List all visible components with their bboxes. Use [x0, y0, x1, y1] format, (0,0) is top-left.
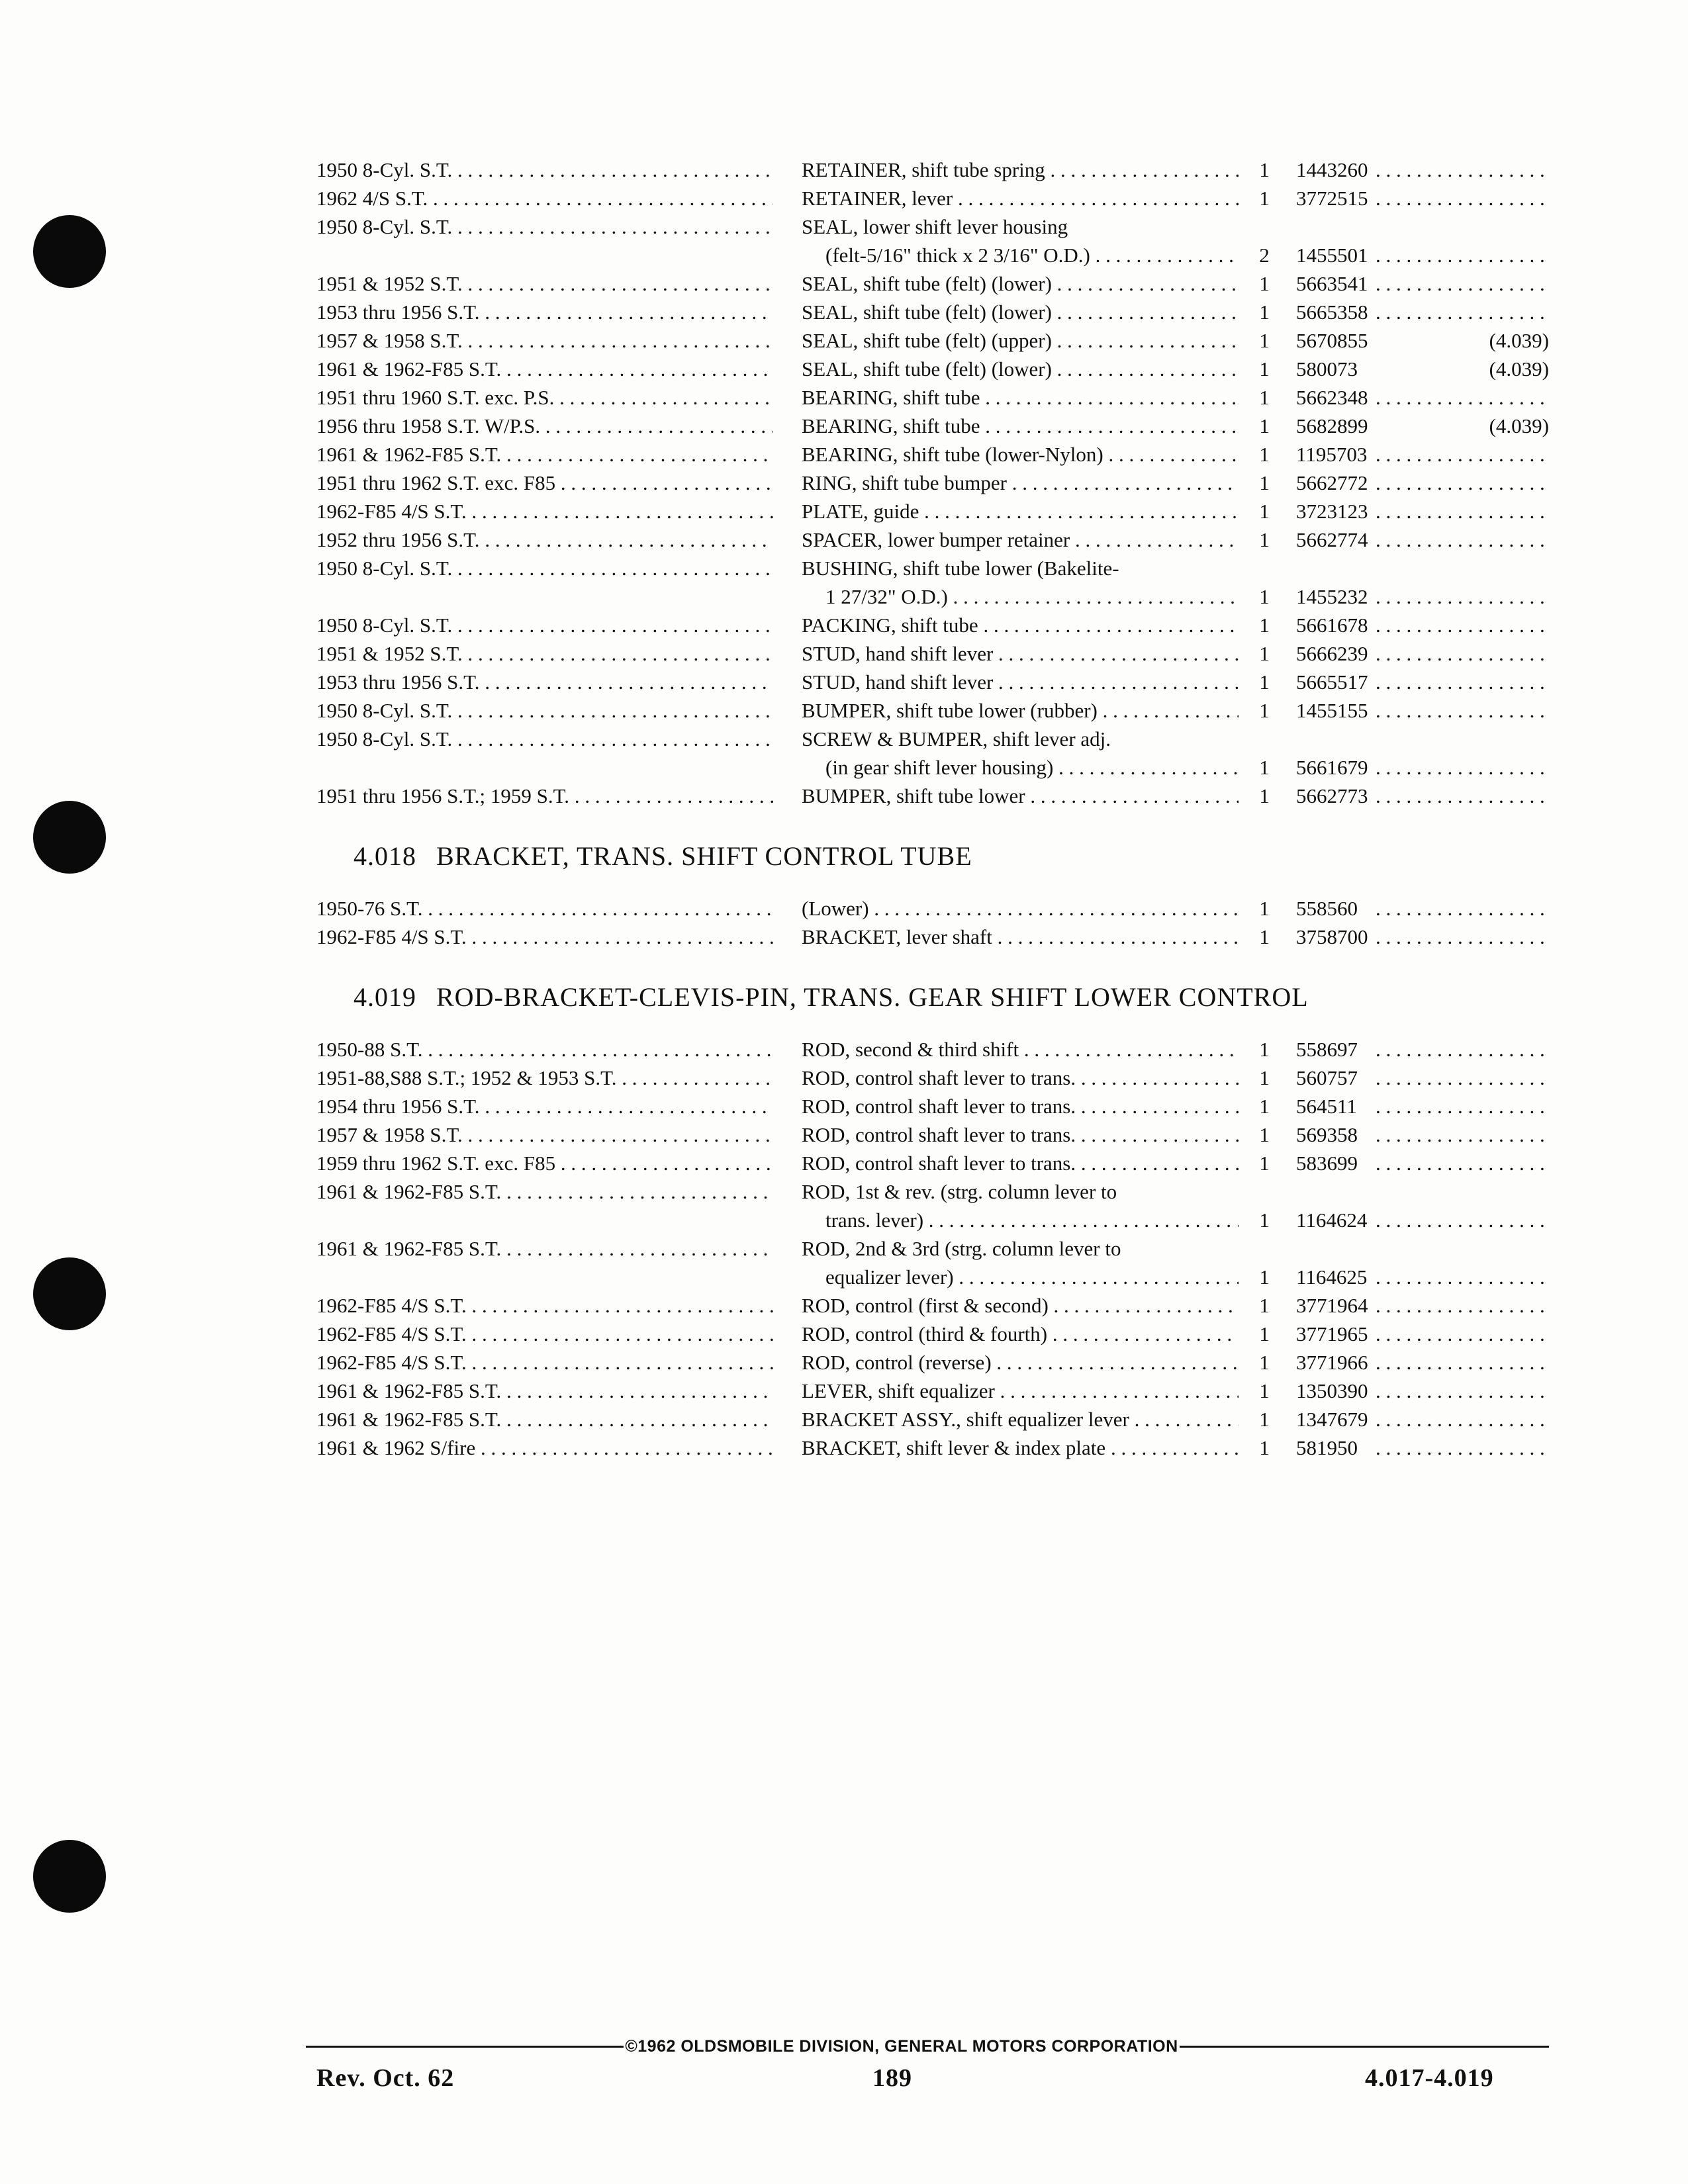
description-cell: [802, 469, 1239, 497]
parts-row: [316, 1405, 1548, 1433]
part-number-cell: 3771966: [1296, 1351, 1368, 1374]
part-number-cell: 3758700: [1296, 925, 1368, 948]
dot-leader: [1376, 1405, 1549, 1433]
description-cell: [802, 725, 1239, 782]
quantity-cell: 1: [1259, 614, 1270, 637]
part-number-cell: 5662774: [1296, 528, 1368, 551]
application-cell: 1962-F85 4/S S.T. . . .: [316, 923, 773, 951]
part-number-cell: 1164624: [1296, 1208, 1368, 1232]
application-cell: 1961 & 1962-F85 S.T. . . .: [316, 1405, 773, 1433]
description-text: SEAL, shift tube (felt) (lower) . . .: [802, 300, 1239, 324]
parts-catalog-content: [316, 156, 1548, 1492]
application-cell: 1950 8-Cyl. S.T. . . .: [316, 212, 773, 241]
description-cell: [802, 156, 1239, 184]
description-cell: [802, 1433, 1239, 1462]
description-cell: [802, 1291, 1239, 1320]
dot-leader: [1376, 1348, 1549, 1377]
quantity-cell: 1: [1259, 642, 1270, 665]
quantity-cell: 1: [1259, 158, 1270, 181]
application-cell: 1951 thru 1962 S.T. exc. F85 . . .: [316, 469, 773, 497]
description-cell: [802, 383, 1239, 412]
section-title: ROD-BRACKET-CLEVIS-PIN, TRANS. GEAR SHIFT LOWER CONTROL: [436, 982, 1309, 1012]
parts-row: [316, 412, 1548, 440]
part-number-cell: 3771965: [1296, 1322, 1368, 1345]
section-heading: [353, 981, 1548, 1013]
application-cell: 1951 thru 1960 S.T. exc. P.S. . . .: [316, 383, 773, 412]
dot-leader: [1376, 1377, 1549, 1405]
quantity-cell: 1: [1259, 1265, 1270, 1289]
section-heading: [353, 841, 1548, 872]
application-cell: 1961 & 1962-F85 S.T. . . .: [316, 1377, 773, 1405]
dot-leader: [1376, 582, 1549, 611]
application-cell: 1962-F85 4/S S.T. . . .: [316, 497, 773, 525]
description-cell: [802, 212, 1239, 269]
application-cell: 1962-F85 4/S S.T. . . .: [316, 1291, 773, 1320]
description-text: ROD, 1st & rev. (strg. column lever to: [802, 1180, 1117, 1203]
description-text: SCREW & BUMPER, shift lever adj.: [802, 727, 1111, 751]
dot-leader: [1376, 156, 1549, 184]
dot-leader: [1376, 1291, 1549, 1320]
part-number-cell: 1455155: [1296, 699, 1368, 722]
parts-row: [316, 696, 1548, 725]
description-continuation: trans. lever) . . .: [802, 1206, 1239, 1234]
quantity-cell: 1: [1259, 300, 1270, 324]
section-range: 4.017-4.019: [1365, 2064, 1494, 2092]
quantity-cell: 1: [1259, 329, 1270, 352]
description-cell: [802, 1405, 1239, 1433]
description-cell: [802, 440, 1239, 469]
parts-row: [316, 469, 1548, 497]
footer-rule-left: [306, 2046, 624, 2048]
application-cell: 1950-88 S.T. . . .: [316, 1035, 773, 1064]
description-text: STUD, hand shift lever . . .: [802, 670, 1239, 694]
description-cell: [802, 355, 1239, 383]
description-cell: [802, 269, 1239, 298]
dot-leader: [1376, 469, 1549, 497]
quantity-cell: 1: [1259, 500, 1270, 523]
parts-row: [316, 1149, 1548, 1177]
quantity-cell: 1: [1259, 1436, 1270, 1459]
parts-row: [316, 1348, 1548, 1377]
application-cell: 1951-88,S88 S.T.; 1952 & 1953 S.T. . . .: [316, 1064, 773, 1092]
description-text: ROD, control (third & fourth) . . .: [802, 1322, 1239, 1345]
quantity-cell: 1: [1259, 1095, 1270, 1118]
description-cell: [802, 554, 1239, 611]
binder-hole: [33, 215, 106, 288]
page-number: 189: [872, 2064, 912, 2092]
dot-leader: [1376, 1206, 1549, 1234]
dot-leader: [1376, 1092, 1549, 1120]
dot-leader: [1376, 1263, 1549, 1291]
description-text: STUD, hand shift lever . . .: [802, 642, 1239, 665]
quantity-cell: 1: [1259, 585, 1270, 608]
dot-leader: [1376, 241, 1549, 269]
description-cell: [802, 326, 1239, 355]
parts-row: [316, 894, 1548, 923]
application-cell: 1952 thru 1956 S.T. . . .: [316, 525, 773, 554]
quantity-cell: 1: [1259, 272, 1270, 295]
description-cell: [802, 668, 1239, 696]
quantity-cell: 1: [1259, 1351, 1270, 1374]
parts-row: [316, 269, 1548, 298]
description-text: BEARING, shift tube . . .: [802, 414, 1239, 437]
quantity-cell: 1: [1259, 471, 1270, 494]
description-text: RETAINER, shift tube spring . . .: [802, 158, 1239, 181]
description-cell: [802, 525, 1239, 554]
parts-row: [316, 725, 1548, 782]
dot-leader: [1376, 1035, 1549, 1064]
part-number-cell: 558560: [1296, 897, 1358, 920]
description-cell: [802, 298, 1239, 326]
quantity-cell: 1: [1259, 1322, 1270, 1345]
dot-leader: [1376, 497, 1549, 525]
part-number-cell: 583699: [1296, 1152, 1358, 1175]
application-cell: 1959 thru 1962 S.T. exc. F85 . . .: [316, 1149, 773, 1177]
parts-row: [316, 639, 1548, 668]
part-number-cell: 1455501: [1296, 244, 1368, 267]
application-cell: 1953 thru 1956 S.T. . . .: [316, 668, 773, 696]
quantity-cell: 1: [1259, 756, 1270, 779]
application-cell: 1953 thru 1956 S.T. . . .: [316, 298, 773, 326]
binder-hole: [33, 1257, 106, 1330]
quantity-cell: 1: [1259, 443, 1270, 466]
footer-rule-right: [1180, 2046, 1549, 2048]
section-title: BRACKET, TRANS. SHIFT CONTROL TUBE: [436, 841, 972, 871]
description-continuation: (felt-5/16" thick x 2 3/16" O.D.) . . .: [802, 241, 1239, 269]
description-cell: [802, 497, 1239, 525]
description-text: SEAL, shift tube (felt) (lower) . . .: [802, 357, 1239, 381]
copyright-line: ©1962 OLDSMOBILE DIVISION, GENERAL MOTORS CORPORATION: [625, 2037, 1178, 2056]
parts-row: [316, 923, 1548, 951]
description-cell: [802, 639, 1239, 668]
description-cell: [802, 1320, 1239, 1348]
description-text: BUMPER, shift tube lower (rubber) . . .: [802, 699, 1239, 722]
description-text: ROD, control (first & second) . . .: [802, 1294, 1239, 1317]
part-number-cell: 1350390: [1296, 1379, 1368, 1402]
description-text: BUSHING, shift tube lower (Bakelite-: [802, 557, 1119, 580]
description-continuation: equalizer lever) . . .: [802, 1263, 1239, 1291]
dot-leader: [1376, 1433, 1549, 1462]
part-number-cell: 3771964: [1296, 1294, 1368, 1317]
parts-row: [316, 554, 1548, 611]
catalog-section: [316, 156, 1548, 810]
quantity-cell: 1: [1259, 897, 1270, 920]
application-cell: 1962-F85 4/S S.T. . . .: [316, 1320, 773, 1348]
description-cell: [802, 1234, 1239, 1291]
description-continuation: (in gear shift lever housing) . . .: [802, 753, 1239, 782]
description-cell: [802, 782, 1239, 810]
description-text: LEVER, shift equalizer . . .: [802, 1379, 1239, 1402]
parts-row: [316, 1035, 1548, 1064]
quantity-cell: 1: [1259, 699, 1270, 722]
parts-row: [316, 1120, 1548, 1149]
application-cell: 1957 & 1958 S.T. . . .: [316, 326, 773, 355]
part-number-cell: 5670855: [1296, 329, 1368, 352]
part-number-cell: 560757: [1296, 1066, 1358, 1089]
parts-row: [316, 355, 1548, 383]
parts-row: [316, 1234, 1548, 1291]
description-cell: [802, 1377, 1239, 1405]
description-cell: [802, 184, 1239, 212]
quantity-cell: 1: [1259, 187, 1270, 210]
description-cell: [802, 1092, 1239, 1120]
description-cell: [802, 1064, 1239, 1092]
dot-leader: [1376, 1149, 1549, 1177]
description-cell: [802, 1177, 1239, 1234]
parts-row: [316, 383, 1548, 412]
part-number-cell: 1164625: [1296, 1265, 1368, 1289]
cross-reference-cell: (4.039): [1489, 329, 1549, 352]
quantity-cell: 1: [1259, 784, 1270, 807]
description-cell: [802, 696, 1239, 725]
quantity-cell: 1: [1259, 670, 1270, 694]
quantity-cell: 1: [1259, 1208, 1270, 1232]
quantity-cell: 1: [1259, 1123, 1270, 1146]
description-cell: [802, 1120, 1239, 1149]
description-text: ROD, control (reverse) . . .: [802, 1351, 1239, 1374]
application-cell: 1962-F85 4/S S.T. . . .: [316, 1348, 773, 1377]
dot-leader: [1376, 1320, 1549, 1348]
description-cell: [802, 923, 1239, 951]
part-number-cell: 5665358: [1296, 300, 1368, 324]
description-text: PACKING, shift tube . . .: [802, 614, 1239, 637]
part-number-cell: 569358: [1296, 1123, 1358, 1146]
parts-row: [316, 525, 1548, 554]
parts-row: [316, 440, 1548, 469]
application-cell: 1950 8-Cyl. S.T. . . .: [316, 156, 773, 184]
cross-reference-cell: (4.039): [1489, 357, 1549, 381]
part-number-cell: 1195703: [1296, 443, 1368, 466]
description-text: SEAL, shift tube (felt) (lower) . . .: [802, 272, 1239, 295]
dot-leader: [1376, 668, 1549, 696]
dot-leader: [1376, 923, 1549, 951]
quantity-cell: 1: [1259, 925, 1270, 948]
parts-row: [316, 1320, 1548, 1348]
description-text: ROD, control shaft lever to trans. . . .: [802, 1095, 1239, 1118]
part-number-cell: 1443260: [1296, 158, 1368, 181]
part-number-cell: 5662773: [1296, 784, 1368, 807]
description-text: RING, shift tube bumper . . .: [802, 471, 1239, 494]
quantity-cell: 1: [1259, 357, 1270, 381]
parts-row: [316, 1377, 1548, 1405]
parts-row: [316, 611, 1548, 639]
part-number-cell: 5663541: [1296, 272, 1368, 295]
quantity-cell: 1: [1259, 1152, 1270, 1175]
parts-row: [316, 212, 1548, 269]
quantity-cell: 1: [1259, 1294, 1270, 1317]
parts-row: [316, 1064, 1548, 1092]
dot-leader: [1376, 269, 1549, 298]
application-cell: 1950 8-Cyl. S.T. . . .: [316, 611, 773, 639]
application-cell: 1961 & 1962-F85 S.T. . . .: [316, 1177, 773, 1206]
application-cell: 1951 & 1952 S.T. . . .: [316, 639, 773, 668]
application-cell: 1954 thru 1956 S.T. . . .: [316, 1092, 773, 1120]
catalog-section: [316, 841, 1548, 951]
description-text: SEAL, shift tube (felt) (upper) . . .: [802, 329, 1239, 352]
part-number-cell: 1347679: [1296, 1408, 1368, 1431]
parts-row: [316, 1177, 1548, 1234]
application-cell: 1950 8-Cyl. S.T. . . .: [316, 725, 773, 753]
description-text: RETAINER, lever . . .: [802, 187, 1239, 210]
application-cell: 1950 8-Cyl. S.T. . . .: [316, 554, 773, 582]
parts-row: [316, 1433, 1548, 1462]
parts-row: [316, 497, 1548, 525]
quantity-cell: 1: [1259, 386, 1270, 409]
quantity-cell: 1: [1259, 528, 1270, 551]
part-number-cell: 5666239: [1296, 642, 1368, 665]
part-number-cell: 1455232: [1296, 585, 1368, 608]
description-cell: [802, 894, 1239, 923]
revision-date: Rev. Oct. 62: [316, 2064, 455, 2092]
application-cell: 1951 & 1952 S.T. . . .: [316, 269, 773, 298]
dot-leader: [1376, 1064, 1549, 1092]
quantity-cell: 1: [1259, 1408, 1270, 1431]
part-number-cell: 5665517: [1296, 670, 1368, 694]
binder-hole: [33, 801, 106, 874]
catalog-section: [316, 981, 1548, 1462]
part-number-cell: 5661678: [1296, 614, 1368, 637]
section-number: 4.019: [353, 982, 416, 1012]
description-text: ROD, control shaft lever to trans. . . .: [802, 1152, 1239, 1175]
dot-leader: [1376, 782, 1549, 810]
part-number-cell: 5662348: [1296, 386, 1368, 409]
cross-reference-cell: (4.039): [1489, 414, 1549, 437]
binder-hole: [33, 1840, 106, 1913]
part-number-cell: 558697: [1296, 1038, 1358, 1061]
application-cell: 1957 & 1958 S.T. . . .: [316, 1120, 773, 1149]
parts-row: [316, 184, 1548, 212]
dot-leader: [1376, 753, 1549, 782]
parts-row: [316, 782, 1548, 810]
application-cell: 1961 & 1962 S/fire . . .: [316, 1433, 773, 1462]
parts-row: [316, 1092, 1548, 1120]
description-text: BRACKET, lever shaft . . .: [802, 925, 1239, 948]
parts-row: [316, 156, 1548, 184]
description-cell: [802, 1035, 1239, 1064]
part-number-cell: 581950: [1296, 1436, 1358, 1459]
application-cell: 1951 thru 1956 S.T.; 1959 S.T. . . .: [316, 782, 773, 810]
quantity-cell: 2: [1259, 244, 1270, 267]
part-number-cell: 3723123: [1296, 500, 1368, 523]
dot-leader: [1376, 298, 1549, 326]
footer-rule: [306, 2036, 1549, 2057]
description-text: BEARING, shift tube . . .: [802, 386, 1239, 409]
quantity-cell: 1: [1259, 414, 1270, 437]
description-continuation: 1 27/32" O.D.) . . .: [802, 582, 1239, 611]
parts-row: [316, 326, 1548, 355]
description-text: BEARING, shift tube (lower-Nylon) . . .: [802, 443, 1239, 466]
dot-leader: [1376, 611, 1549, 639]
dot-leader: [1376, 639, 1549, 668]
description-text: ROD, control shaft lever to trans. . . .: [802, 1123, 1239, 1146]
quantity-cell: 1: [1259, 1038, 1270, 1061]
part-number-cell: 564511: [1296, 1095, 1357, 1118]
dot-leader: [1376, 383, 1549, 412]
description-text: (Lower) . . .: [802, 897, 1239, 920]
application-cell: 1962 4/S S.T. . . .: [316, 184, 773, 212]
dot-leader: [1376, 184, 1549, 212]
application-cell: 1956 thru 1958 S.T. W/P.S. . . .: [316, 412, 773, 440]
description-cell: [802, 611, 1239, 639]
application-cell: 1961 & 1962-F85 S.T. . . .: [316, 440, 773, 469]
parts-row: [316, 668, 1548, 696]
part-number-cell: 5661679: [1296, 756, 1368, 779]
dot-leader: [1376, 696, 1549, 725]
part-number-cell: 3772515: [1296, 187, 1368, 210]
description-text: ROD, second & third shift . . .: [802, 1038, 1239, 1061]
description-cell: [802, 412, 1239, 440]
parts-row: [316, 1291, 1548, 1320]
dot-leader: [1376, 440, 1549, 469]
dot-leader: [1376, 1120, 1549, 1149]
description-text: BRACKET, shift lever & index plate . . .: [802, 1436, 1239, 1459]
description-text: ROD, 2nd & 3rd (strg. column lever to: [802, 1237, 1121, 1260]
quantity-cell: 1: [1259, 1066, 1270, 1089]
section-number: 4.018: [353, 841, 416, 871]
application-cell: 1950-76 S.T. . . .: [316, 894, 773, 923]
description-text: BUMPER, shift tube lower . . .: [802, 784, 1239, 807]
application-cell: 1961 & 1962-F85 S.T. . . .: [316, 1234, 773, 1263]
part-number-cell: 580073: [1296, 357, 1358, 381]
part-number-cell: 5662772: [1296, 471, 1368, 494]
description-cell: [802, 1348, 1239, 1377]
description-text: ROD, control shaft lever to trans. . . .: [802, 1066, 1239, 1089]
dot-leader: [1376, 894, 1549, 923]
description-text: BRACKET ASSY., shift equalizer lever . . .: [802, 1408, 1239, 1431]
quantity-cell: 1: [1259, 1379, 1270, 1402]
parts-row: [316, 298, 1548, 326]
description-text: PLATE, guide . . .: [802, 500, 1239, 523]
application-cell: 1950 8-Cyl. S.T. . . .: [316, 696, 773, 725]
description-cell: [802, 1149, 1239, 1177]
part-number-cell: 5682899: [1296, 414, 1368, 437]
description-text: SPACER, lower bumper retainer . . .: [802, 528, 1239, 551]
dot-leader: [1376, 525, 1549, 554]
application-cell: 1961 & 1962-F85 S.T. . . .: [316, 355, 773, 383]
description-text: SEAL, lower shift lever housing: [802, 215, 1068, 238]
